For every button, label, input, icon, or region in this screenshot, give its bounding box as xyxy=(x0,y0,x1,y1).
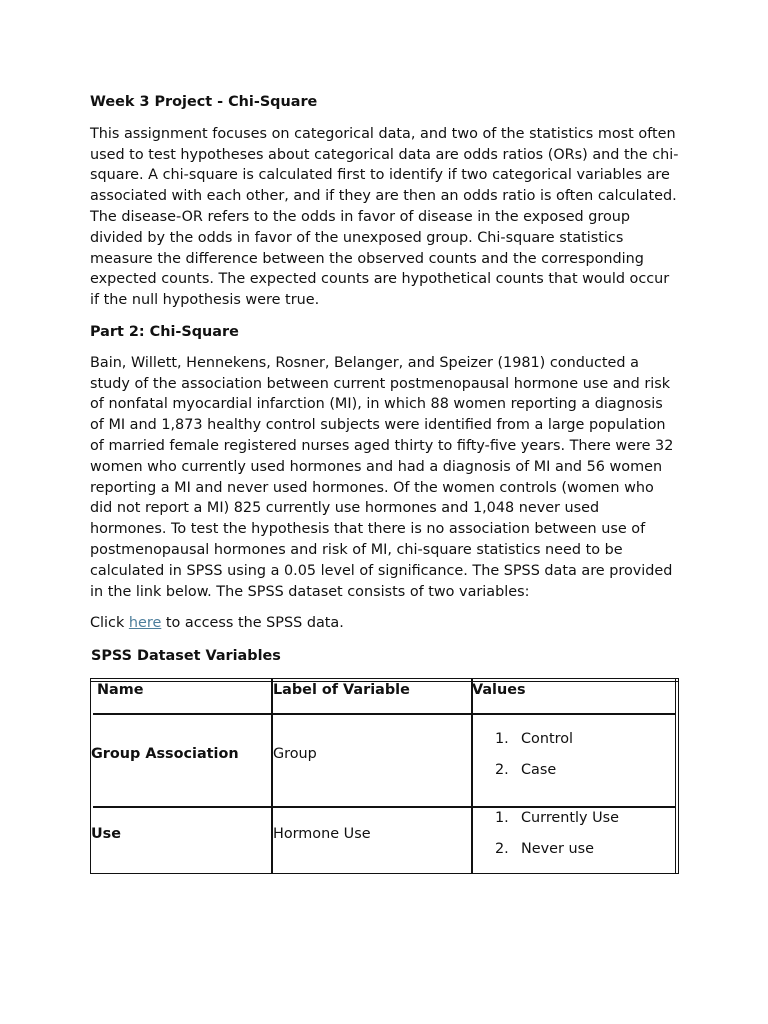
table-title: SPSS Dataset Variables xyxy=(91,648,281,665)
part2-heading: Part 2: Chi-Square xyxy=(90,323,239,340)
intro-paragraph: This assignment focuses on categorical data, and two of the statistics most often used to test hypotheses about categorical data are odds ratios (ORs) and the chi-square. A chi-square is calculated first to identify if two categorical variables are associated with each other, and if they are then an odds ratio is often calculated. The disease-OR refers to the odds in favor of disease in the exposed group divided by the odds in favor of the unexposed group. Chi-square statistics measure the difference between the observed counts and the corresponding expected counts. The expected counts are hypothetical counts that would occur if the null hypothesis were true. xyxy=(90,125,679,309)
list-item: 1. Control xyxy=(495,730,574,747)
header-name: Name xyxy=(97,681,144,698)
list-item: 1. Currently Use xyxy=(495,809,620,826)
document-body xyxy=(90,92,680,874)
variables-table xyxy=(90,678,679,874)
study-paragraph: Bain, Willett, Hennekens, Rosner, Belanger, and Speizer (1981) conducted a study of the association between current postmenopausal hormone use and risk of nonfatal myocardial infarction (MI), in which 88 women reporting a diagnosis of MI and 1,873 healthy control subjects were identified from a large population of married female registered nurses aged thirty to fifty-five years. There were 32 women who currently used hormones and had a diagnosis of MI and 56 women reporting a MI and never used hormones. Of the women controls (women who did not report a MI) 825 currently use hormones and 1,048 never used hormones. To test the hypothesis that there is no association between use of postmenopausal hormones and risk of MI, chi-square statistics need to be calculated in SPSS using a 0.05 level of significance. The SPSS data are provided in the link below. The SPSS dataset consists of two variables: xyxy=(90,354,674,600)
column-separator-2 xyxy=(471,679,473,873)
list-item: 2. Never use xyxy=(495,840,594,857)
header-separator xyxy=(93,713,675,715)
list-item: 2. Case xyxy=(495,761,557,778)
row-1-values xyxy=(495,729,573,791)
click-suffix: to access the SPSS data. xyxy=(161,615,344,632)
row-2-name: Use xyxy=(91,825,122,842)
header-values: Values xyxy=(472,681,526,698)
table-right-rule xyxy=(675,679,676,873)
spss-data-link[interactable]: here xyxy=(128,615,162,632)
header-label: Label of Variable xyxy=(273,681,410,698)
document-title: Week 3 Project - Chi-Square xyxy=(90,94,318,110)
row-1-name: Group Association xyxy=(91,745,239,762)
row-1-label: Group xyxy=(273,745,317,762)
click-line xyxy=(90,613,680,634)
click-prefix: Click xyxy=(90,615,129,632)
row-2-label: Hormone Use xyxy=(273,825,371,842)
row-2-values xyxy=(495,808,619,870)
